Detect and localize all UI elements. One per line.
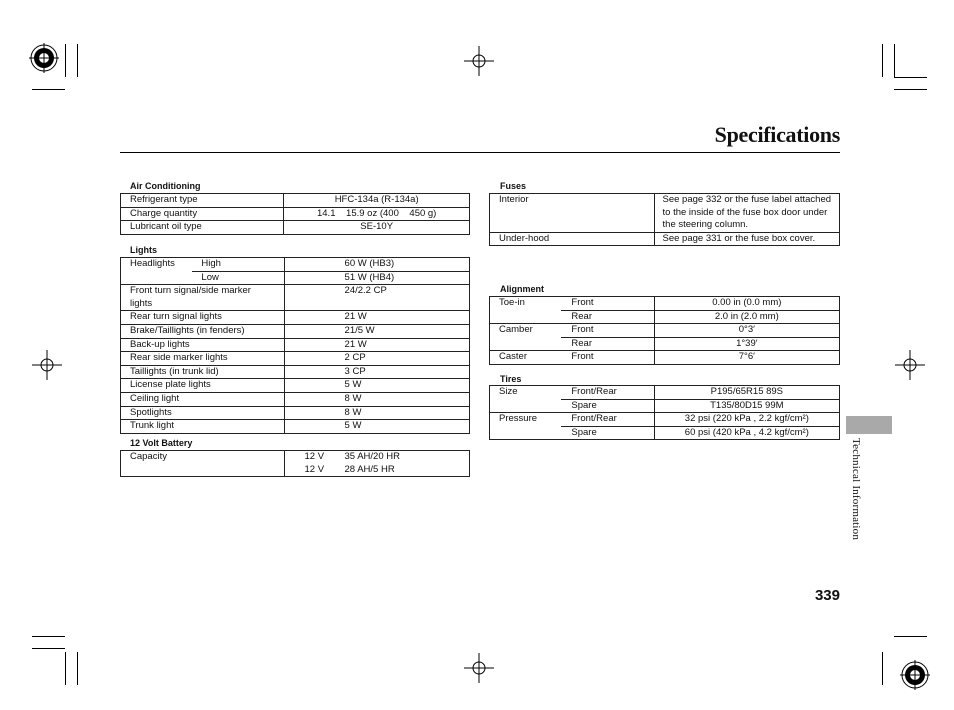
table-row xyxy=(490,194,840,233)
table-row xyxy=(121,352,470,366)
crop-mark xyxy=(65,652,66,685)
table-row xyxy=(121,420,470,434)
crop-mark xyxy=(32,648,65,649)
battery-table xyxy=(120,450,470,477)
section-heading-lights: Lights xyxy=(130,245,157,255)
spec-sublabel: Front xyxy=(561,297,654,311)
crop-mark xyxy=(77,44,78,77)
side-tab-label: Technical Information xyxy=(850,438,862,541)
spec-value: 3 CP xyxy=(284,365,469,379)
spec-label: Rear side marker lights xyxy=(121,352,285,366)
crop-mark xyxy=(894,636,927,637)
table-row xyxy=(490,232,840,246)
crop-mark xyxy=(65,44,66,77)
spec-sublabel: Rear xyxy=(561,337,654,351)
table-row xyxy=(121,221,470,235)
table-row xyxy=(490,413,840,427)
spec-value: 60 W (HB3) xyxy=(284,258,469,272)
spec-value: 21 W xyxy=(284,338,469,352)
fuses-table xyxy=(489,193,840,246)
spec-value: 21 W xyxy=(284,311,469,325)
table-row xyxy=(121,392,470,406)
crop-mark xyxy=(32,89,65,90)
spec-label: Trunk light xyxy=(121,420,285,434)
spec-value: HFC-134a (R-134a) xyxy=(284,194,470,208)
spec-value: 5 W xyxy=(284,379,469,393)
crosshair-icon xyxy=(32,350,62,380)
table-row xyxy=(121,207,470,221)
crosshair-icon xyxy=(464,653,494,683)
spec-label: Front turn signal/side marker lights xyxy=(121,285,285,311)
spec-label: Camber xyxy=(490,324,562,351)
spec-label: Taillights (in trunk lid) xyxy=(121,365,285,379)
battery-values xyxy=(284,451,469,477)
spec-value: 7°6′ xyxy=(654,351,839,365)
spec-value: 35 AH/20 HR xyxy=(344,451,400,462)
battery-volt: 12 V xyxy=(304,463,325,475)
table-row xyxy=(121,258,470,272)
spec-value: 2 CP xyxy=(284,352,469,366)
spec-sublabel: Spare xyxy=(561,399,654,413)
spec-label: Headlights xyxy=(121,258,193,285)
spec-sublabel: Front xyxy=(561,351,654,365)
title-rule xyxy=(120,152,840,153)
table-row xyxy=(121,451,470,477)
spec-label: Charge quantity xyxy=(121,207,284,221)
spec-label: Rear turn signal lights xyxy=(121,311,285,325)
spec-value: 8 W xyxy=(284,392,469,406)
spec-sublabel: Rear xyxy=(561,310,654,324)
spec-sublabel: Front/Rear xyxy=(561,413,654,427)
spec-sublabel: Spare xyxy=(561,426,654,440)
battery-volt: 12 V xyxy=(304,451,325,462)
spec-value: 51 W (HB4) xyxy=(284,271,469,285)
crosshair-icon xyxy=(895,350,925,380)
spec-value: 2.0 in (2.0 mm) xyxy=(654,310,839,324)
section-tab xyxy=(846,416,892,434)
crop-mark xyxy=(32,636,65,637)
table-row xyxy=(490,351,840,365)
spec-label: Spotlights xyxy=(121,406,285,420)
spec-sublabel: High xyxy=(192,258,284,272)
table-row xyxy=(490,386,840,400)
table-row xyxy=(490,324,840,338)
lights-table xyxy=(120,257,470,434)
spec-value: See page 332 or the fuse label attached to the inside of the fuse box door under the steering column. xyxy=(654,194,839,233)
page-number: 339 xyxy=(814,587,840,604)
spec-label: Under-hood xyxy=(490,232,655,246)
table-row xyxy=(121,338,470,352)
spec-value: 21/5 W xyxy=(284,324,469,338)
section-heading-tires: Tires xyxy=(500,374,522,384)
crop-mark xyxy=(894,77,927,78)
section-heading-fuses: Fuses xyxy=(500,181,527,191)
table-row xyxy=(121,365,470,379)
spec-label: Capacity xyxy=(121,451,285,477)
table-row xyxy=(121,194,470,208)
table-row xyxy=(490,297,840,311)
spec-label: Caster xyxy=(490,351,562,365)
spec-value: See page 331 or the fuse box cover. xyxy=(654,232,839,246)
spec-label: Interior xyxy=(490,194,655,233)
crosshair-icon xyxy=(464,46,494,76)
crop-mark xyxy=(894,89,927,90)
spec-label: Toe-in xyxy=(490,297,562,324)
battery-line xyxy=(305,464,465,477)
spec-label: Ceiling light xyxy=(121,392,285,406)
spec-label: License plate lights xyxy=(121,379,285,393)
spec-label: Pressure xyxy=(490,413,562,440)
registration-target-icon xyxy=(29,43,59,73)
table-row xyxy=(121,311,470,325)
spec-value: 32 psi (220 kPa , 2.2 kgf/cm²) xyxy=(654,413,839,427)
spec-value: SE-10Y xyxy=(284,221,470,235)
spec-value: T135/80D15 99M xyxy=(654,399,839,413)
spec-value: P195/65R15 89S xyxy=(654,386,839,400)
table-row xyxy=(121,285,470,311)
spec-value: 1°39′ xyxy=(654,337,839,351)
spec-label: Back-up lights xyxy=(121,338,285,352)
table-row xyxy=(121,379,470,393)
battery-line xyxy=(305,451,465,464)
crop-mark xyxy=(77,652,78,685)
spec-sublabel: Front/Rear xyxy=(561,386,654,400)
spec-sublabel: Front xyxy=(561,324,654,338)
crop-mark xyxy=(882,44,883,77)
spec-label: Size xyxy=(490,386,562,413)
tires-table xyxy=(489,385,840,440)
spec-sublabel: Low xyxy=(192,271,284,285)
spec-label: Lubricant oil type xyxy=(121,221,284,235)
section-heading-alignment: Alignment xyxy=(500,284,544,294)
spec-value: 8 W xyxy=(284,406,469,420)
table-row xyxy=(121,324,470,338)
spec-value: 5 W xyxy=(284,420,469,434)
table-row xyxy=(121,406,470,420)
spec-label: Refrigerant type xyxy=(121,194,284,208)
spec-value: 24/2.2 CP xyxy=(284,285,469,311)
crop-mark xyxy=(894,44,895,77)
page-title: Specifications xyxy=(714,122,840,147)
spec-label: Brake/Taillights (in fenders) xyxy=(121,324,285,338)
section-heading-battery: 12 Volt Battery xyxy=(130,438,193,448)
alignment-table xyxy=(489,296,840,365)
registration-target-icon xyxy=(900,660,930,690)
spec-value: 0.00 in (0.0 mm) xyxy=(654,297,839,311)
spec-value: 28 AH/5 HR xyxy=(344,463,395,475)
spec-value: 0°3′ xyxy=(654,324,839,338)
section-heading-air-conditioning: Air Conditioning xyxy=(130,181,201,191)
spec-value: 60 psi (420 kPa , 4.2 kgf/cm²) xyxy=(654,426,839,440)
crop-mark xyxy=(882,652,883,685)
spec-value: 14.1 15.9 oz (400 450 g) xyxy=(284,207,470,221)
air-conditioning-table xyxy=(120,193,470,235)
